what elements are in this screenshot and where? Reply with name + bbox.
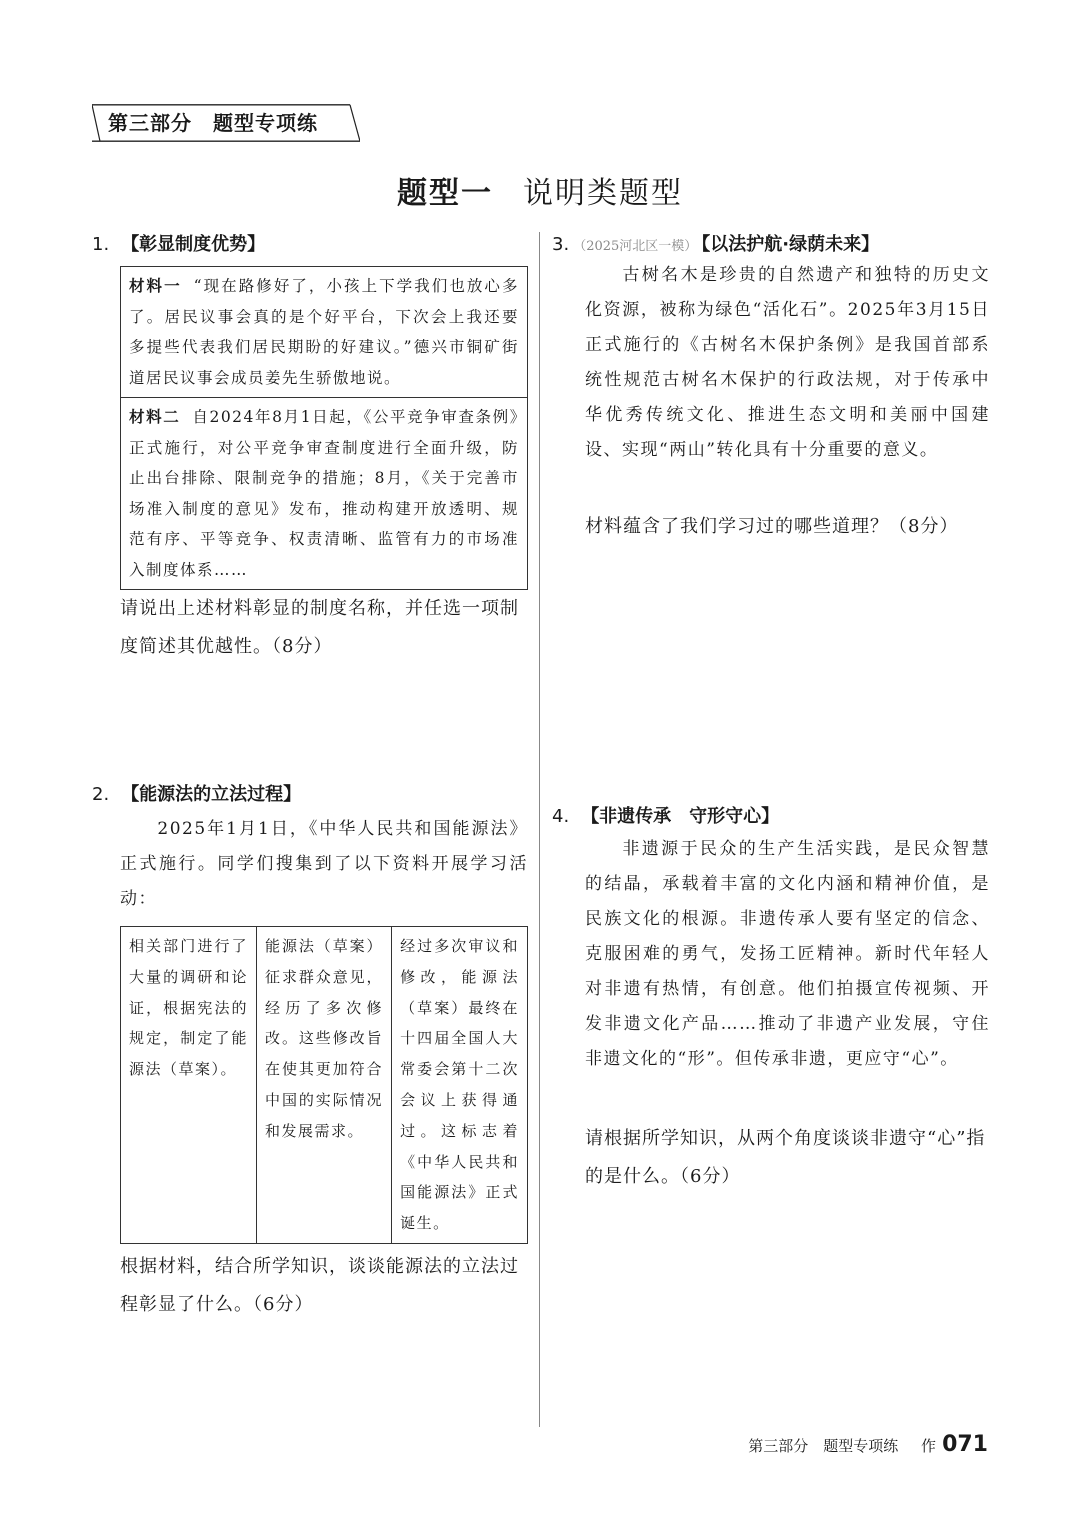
q1-material-2	[121, 397, 527, 589]
q3-question: 材料蕴含了我们学习过的哪些道理？（8分）	[585, 516, 959, 537]
q4-question: 请根据所学知识，从两个角度谈谈非遗守“心”指的是什么。（6分）	[585, 1128, 986, 1187]
q3-text: 古树名木是珍贵的自然遗产和独特的历史文化资源，被称为绿色“活化石”。2025年3月15日正式施行的《古树名木保护条例》是我国首部系统性规范古树名木保护的行政法规，对于传承中华优秀传统文化、推进生态文明和美丽中国建设、实现“两山”转化具有十分重要的意义。	[585, 265, 990, 460]
material-label: 材料一	[129, 277, 182, 295]
q3-heading: 【以法护航·绿荫未来】	[701, 234, 880, 255]
q1-material-box	[120, 266, 528, 590]
q3-header	[552, 230, 879, 256]
q1-header	[92, 230, 265, 256]
q4-heading: 【非遗传承 守形守心】	[581, 806, 780, 827]
q2-material-table	[120, 926, 528, 1244]
q2-question: 根据材料，结合所学知识，谈谈能源法的立法过程彰显了什么。（6分）	[120, 1256, 519, 1315]
q1-heading: 【彰显制度优势】	[121, 234, 266, 255]
table-cell: 经过多次审议和修改，能源法（草案）最终在十四届全国人大常委会第十二次会议上获得通过。这标志着《中华人民共和国能源法》正式诞生。	[392, 927, 528, 1244]
table-cell: 相关部门进行了大量的调研和论证，根据宪法的规定，制定了能源法（草案）。	[121, 927, 257, 1244]
title-part2: 说明类题型	[523, 176, 683, 211]
q4-text: 非遗源于民众的生产生活实践，是民众智慧的结晶，承载着丰富的文化内涵和精神价值，是民族文化的根源。非遗传承人要有坚定的信念、克服困难的勇气，发扬工匠精神。新时代年轻人对非遗有热情，有创意。他们拍摄宣传视频、开发非遗文化产品……推动了非遗产业发展，守住非遗文化的“形”。但传承非遗，更应守“心”。	[585, 839, 990, 1069]
material-text: “现在路修好了，小孩上下学我们也放心多了。居民议事会真的是个好平台，下次会上我还要多提些代表我们居民期盼的好建议。”德兴市铜矿街道居民议事会成员姜先生骄傲地说。	[129, 277, 519, 387]
q1-number: 1.	[92, 234, 110, 255]
table-row	[121, 927, 528, 1244]
title-part1: 题型一	[397, 176, 493, 211]
q2-number: 2.	[92, 784, 110, 805]
q4-number: 4.	[552, 806, 570, 827]
q3-source: （2025河北区一模）	[573, 239, 698, 254]
material-label: 材料二	[129, 408, 181, 426]
table-cell: 能源法（草案）征求群众意见，经历了多次修改。这些修改旨在使其更加符合中国的实际情况和发展需求。	[257, 927, 392, 1244]
footer-prefix: 作	[921, 1437, 937, 1455]
q3-number: 3.	[552, 234, 570, 255]
q2-heading: 【能源法的立法过程】	[121, 784, 302, 805]
section-label: 第三部分 题型专项练	[108, 111, 318, 135]
column-divider	[539, 232, 540, 1427]
material-text: 自2024年8月1日起，《公平竞争审查条例》正式施行，对公平竞争审查制度进行全面升级，防止出台排除、限制竞争的措施；8月，《关于完善市场准入制度的意见》发布，推动构建开放透明、规范有序、平等竞争、权责清晰、监管有力的市场准入制度体系……	[129, 408, 519, 579]
q4-header	[552, 802, 779, 828]
footer-section: 第三部分 题型专项练	[748, 1437, 899, 1455]
page-title	[0, 168, 1080, 212]
page-number: 071	[942, 1432, 988, 1457]
q2-header	[92, 780, 301, 806]
section-tab	[92, 104, 360, 142]
page-footer	[748, 1432, 988, 1457]
q1-question: 请说出上述材料彰显的制度名称，并任选一项制度简述其优越性。（8分）	[120, 598, 519, 657]
q2-intro: 2025年1月1日，《中华人民共和国能源法》正式施行。同学们搜集到了以下资料开展学习活动：	[120, 819, 528, 909]
q1-material-1	[121, 267, 527, 397]
